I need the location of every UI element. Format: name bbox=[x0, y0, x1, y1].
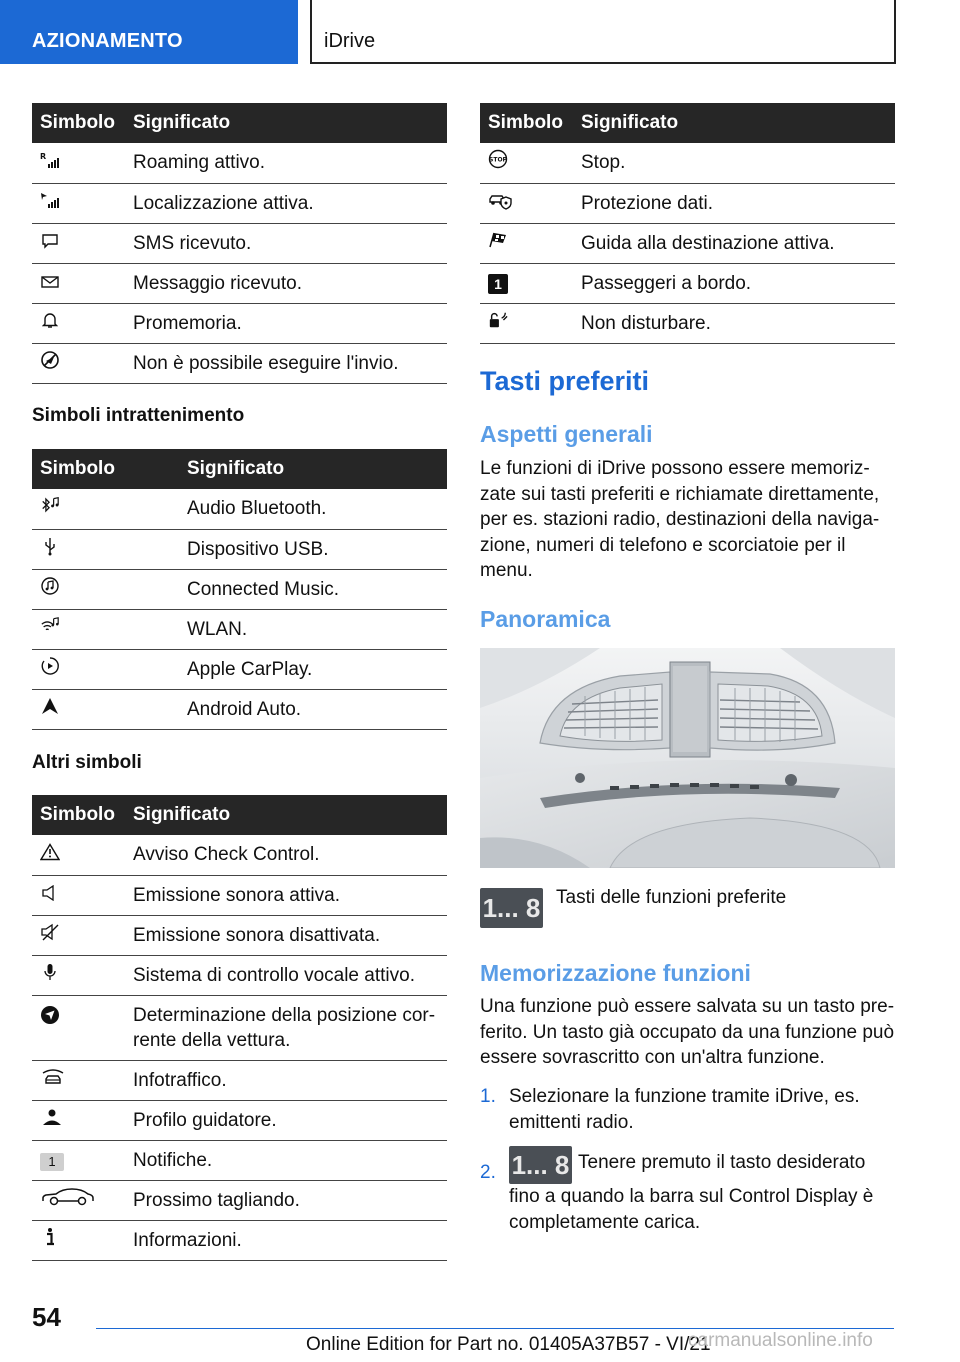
row-text: Sistema di controllo vocale attivo. bbox=[133, 955, 447, 995]
col-symbol-header: Simbolo bbox=[32, 449, 187, 489]
passenger-badge-icon: 1 bbox=[488, 274, 508, 294]
table-row bbox=[32, 689, 447, 729]
row-text: Android Auto. bbox=[187, 689, 447, 729]
col-symbol-header: Simbolo bbox=[32, 103, 133, 143]
roaming-signal-icon bbox=[40, 150, 60, 170]
symbols-table-top-left bbox=[32, 103, 447, 384]
table-row bbox=[480, 143, 895, 183]
watermark: carmanualsonline.info bbox=[688, 1330, 873, 1351]
row-text: Avviso Check Control. bbox=[133, 835, 447, 875]
favorites-title: Tasti preferiti bbox=[480, 366, 650, 396]
row-text: Informazioni. bbox=[133, 1220, 447, 1260]
row-text: Emissione sonora attiva. bbox=[133, 875, 447, 915]
table-row bbox=[32, 1100, 447, 1140]
table-row bbox=[32, 223, 447, 263]
symbols-table-top-right bbox=[480, 103, 895, 344]
general-heading: Aspetti generali bbox=[480, 421, 653, 447]
row-text: Messaggio ricevuto. bbox=[133, 263, 447, 303]
row-text: Emissione sonora disattivata. bbox=[133, 915, 447, 955]
table-row bbox=[32, 1060, 447, 1100]
table-row bbox=[32, 1180, 447, 1220]
row-text: SMS ricevuto. bbox=[133, 223, 447, 263]
chapter-title: iDrive bbox=[324, 30, 376, 52]
table-row bbox=[32, 835, 447, 875]
table-row bbox=[32, 1140, 447, 1180]
table-row bbox=[32, 915, 447, 955]
row-text: Infotraffico. bbox=[133, 1060, 447, 1100]
store-functions-paragraph: Una funzione può essere salvata su un tasto pre-ferito. Un tasto già occupato da una funzione può essere sovrascritto con un'altra funzione. bbox=[480, 996, 895, 1068]
info-icon bbox=[40, 1227, 60, 1247]
send-disabled-icon bbox=[40, 350, 60, 370]
table-row bbox=[32, 569, 447, 609]
row-text: Apple CarPlay. bbox=[187, 649, 447, 689]
footer-rule bbox=[96, 1328, 894, 1329]
row-text: Non è possibile eseguire l'invio. bbox=[133, 343, 447, 383]
row-text: Stop. bbox=[581, 143, 895, 183]
other-symbols-table bbox=[32, 795, 447, 1261]
table-row bbox=[32, 183, 447, 223]
row-text: Determinazione della posizione cor-rente della vettura. bbox=[133, 995, 447, 1060]
svg-text:STOP: STOP bbox=[489, 156, 507, 164]
col-meaning-header: Significato bbox=[133, 103, 447, 143]
bluetooth-audio-icon bbox=[40, 495, 60, 515]
row-text: Connected Music. bbox=[187, 569, 447, 609]
dashboard-photo bbox=[480, 648, 895, 868]
notification-badge-icon: 1 bbox=[40, 1153, 64, 1171]
table-row bbox=[32, 1220, 447, 1260]
microphone-icon bbox=[40, 962, 60, 982]
table-row bbox=[480, 223, 895, 263]
table-row bbox=[32, 489, 447, 529]
col-symbol-header: Simbolo bbox=[32, 795, 133, 835]
play-icon bbox=[40, 656, 60, 676]
store-functions-heading: Memorizzazione funzioni bbox=[480, 960, 751, 986]
traffic-info-icon bbox=[40, 1067, 66, 1087]
speaker-muted-icon bbox=[40, 922, 60, 942]
chapter-frame bbox=[310, 0, 896, 64]
favorite-keys-badge: 1... 8 bbox=[480, 888, 543, 928]
row-text: Profilo guidatore. bbox=[133, 1100, 447, 1140]
table-row bbox=[480, 183, 895, 223]
table-row bbox=[32, 263, 447, 303]
do-not-disturb-icon bbox=[488, 310, 508, 330]
entertainment-table bbox=[32, 449, 447, 730]
connected-music-icon bbox=[40, 576, 60, 596]
driver-profile-icon bbox=[40, 1107, 64, 1127]
row-text: Guida alla destinazione attiva. bbox=[581, 223, 895, 263]
row-text: WLAN. bbox=[187, 609, 447, 649]
row-text: Roaming attivo. bbox=[133, 143, 447, 183]
row-text: Protezione dati. bbox=[581, 183, 895, 223]
other-symbols-heading: Altri simboli bbox=[32, 752, 142, 773]
photo-caption: Tasti delle funzioni preferite bbox=[556, 887, 787, 908]
step-number: 2. bbox=[480, 1162, 496, 1183]
table-row bbox=[480, 303, 895, 343]
location-signal-icon bbox=[40, 190, 60, 210]
edition-text: Online Edition for Part no. 01405A37B57 - VI/21 bbox=[306, 1334, 711, 1355]
stop-icon bbox=[488, 149, 508, 169]
table-row bbox=[32, 995, 447, 1060]
envelope-icon bbox=[40, 272, 60, 292]
table-row bbox=[480, 263, 895, 303]
col-symbol-header: Simbolo bbox=[480, 103, 581, 143]
table-row bbox=[32, 343, 447, 383]
general-paragraph: Le funzioni di iDrive possono essere memoriz-zate sui tasti preferiti e richiamate direttamente, per es. stazioni radio, destinazioni della naviga-zione, numeri di telefono e scorciatoie per il menu. bbox=[480, 458, 880, 581]
row-text: Localizzazione attiva. bbox=[133, 183, 447, 223]
android-auto-icon bbox=[40, 696, 60, 716]
col-meaning-header: Significato bbox=[187, 449, 447, 489]
overview-heading: Panoramica bbox=[480, 606, 611, 632]
row-text: Non disturbare. bbox=[581, 303, 895, 343]
wlan-icon bbox=[40, 616, 60, 636]
col-meaning-header: Significato bbox=[581, 103, 895, 143]
speaker-icon bbox=[40, 883, 60, 903]
step-number: 1. bbox=[480, 1086, 496, 1107]
table-row bbox=[32, 143, 447, 183]
warning-triangle-icon bbox=[40, 842, 60, 862]
col-meaning-header: Significato bbox=[133, 795, 447, 835]
usb-icon bbox=[40, 536, 60, 556]
checkered-flag-icon bbox=[488, 230, 508, 250]
row-text: Audio Bluetooth. bbox=[187, 489, 447, 529]
sms-bubble-icon bbox=[40, 231, 60, 251]
page-number: 54 bbox=[32, 1302, 61, 1332]
step-text: Tenere premuto il tasto desiderato fino a quando la barra sul Control Display è completamente carica. bbox=[509, 1152, 874, 1233]
row-text: Prossimo tagliando. bbox=[133, 1180, 447, 1220]
table-row bbox=[32, 955, 447, 995]
row-text: Notifiche. bbox=[133, 1140, 447, 1180]
location-arrow-icon bbox=[40, 1005, 60, 1025]
bell-icon bbox=[40, 310, 60, 330]
table-row bbox=[32, 609, 447, 649]
entertainment-heading: Simboli intrattenimento bbox=[32, 405, 245, 426]
section-tab: AZIONAMENTO bbox=[0, 0, 298, 64]
row-text: Passeggeri a bordo. bbox=[581, 263, 895, 303]
step-text: Selezionare la funzione tramite iDrive, es. emittenti radio. bbox=[509, 1086, 860, 1133]
table-row bbox=[32, 303, 447, 343]
favorite-keys-badge: 1... 8 bbox=[509, 1146, 572, 1184]
row-text: Dispositivo USB. bbox=[187, 529, 447, 569]
car-service-icon bbox=[40, 1187, 96, 1207]
svg-text:R: R bbox=[40, 151, 47, 161]
table-row bbox=[32, 529, 447, 569]
table-row bbox=[32, 649, 447, 689]
table-row bbox=[32, 875, 447, 915]
data-protection-icon bbox=[488, 190, 512, 210]
row-text: Promemoria. bbox=[133, 303, 447, 343]
